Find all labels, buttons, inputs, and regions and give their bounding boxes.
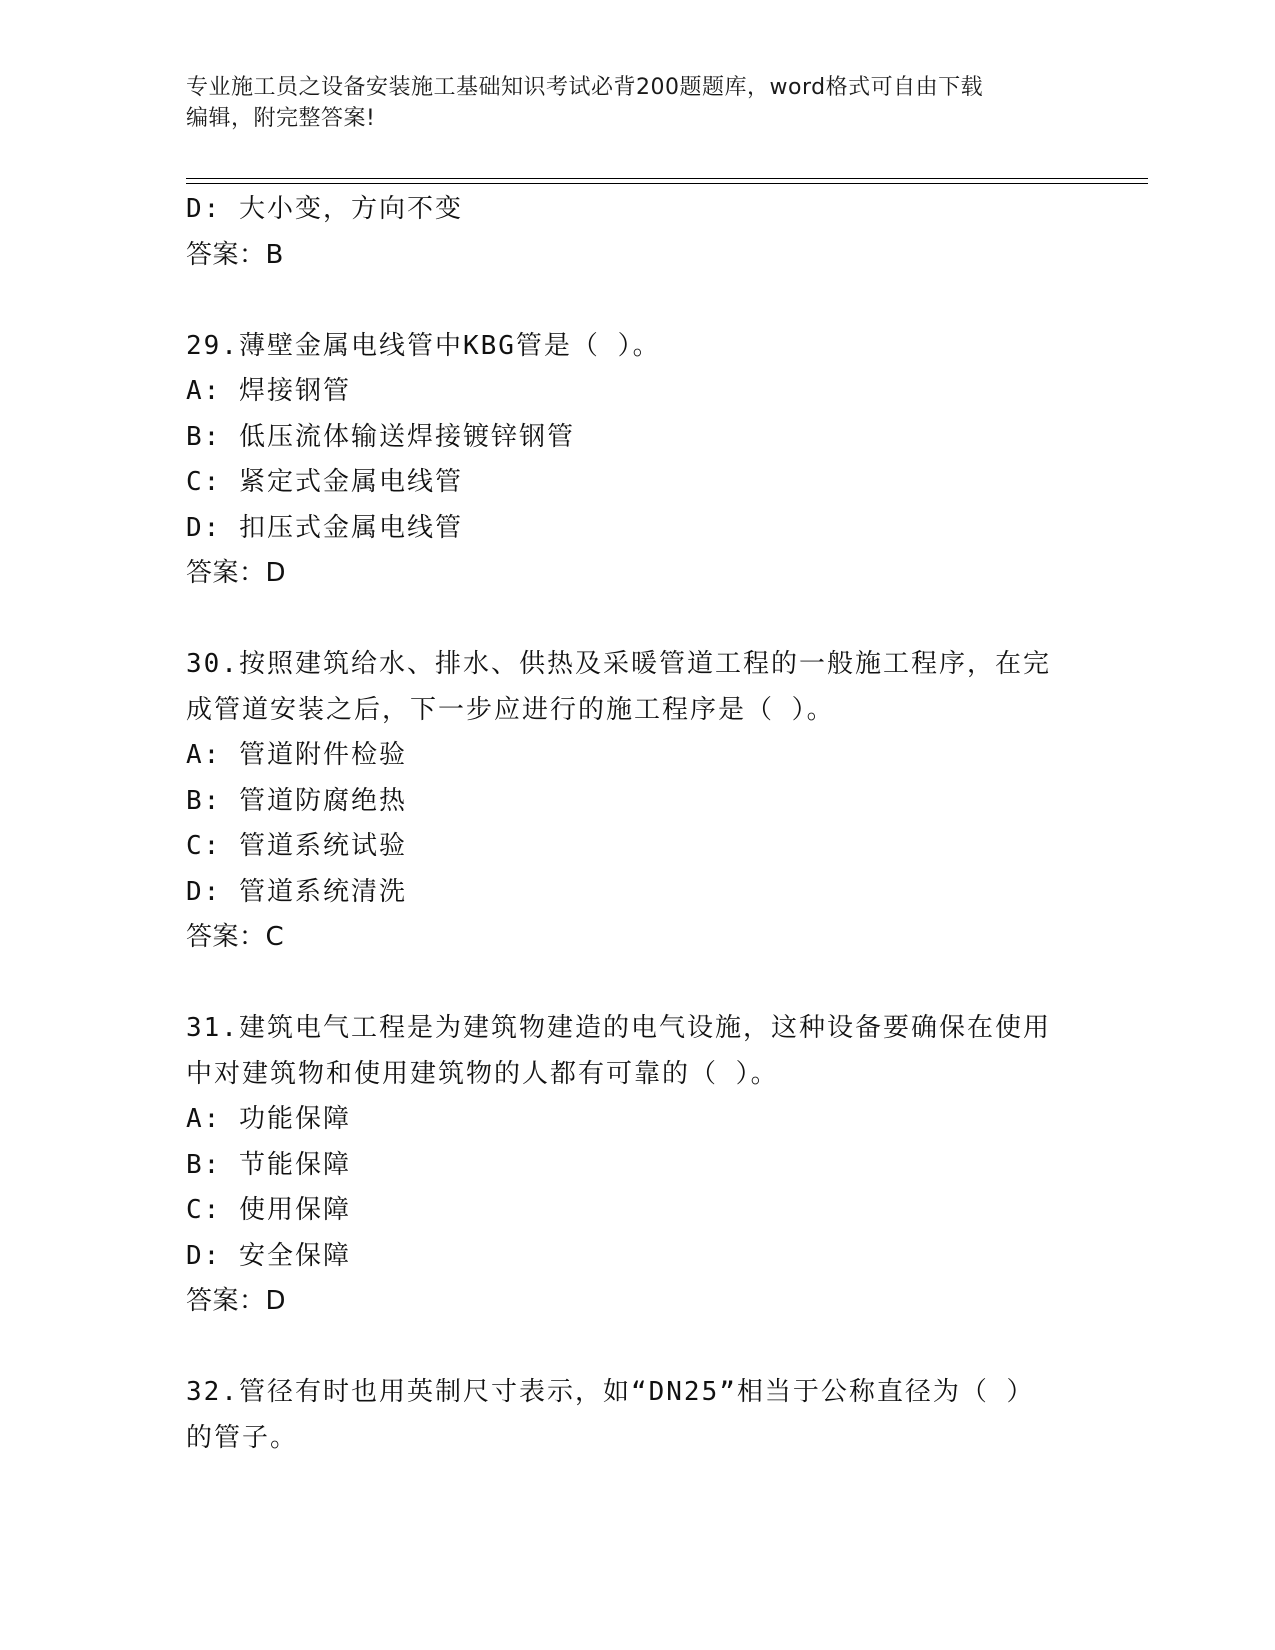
question-stem: 29.薄壁金属电线管中KBG管是（ ）。 [186, 330, 661, 361]
option-b: B: 节能保障 [186, 1149, 351, 1180]
question-stem-continued: 的管子。 [186, 1422, 299, 1453]
question-30 [186, 642, 1086, 961]
header-line-1: 专业施工员之设备安装施工基础知识考试必背200题题库，word格式可自由下载 [186, 75, 984, 100]
option-b: B: 低压流体输送焊接镀锌钢管 [186, 421, 575, 452]
option-a: A: 管道附件检验 [186, 740, 407, 770]
question-stem: 31.建筑电气工程是为建筑物建造的电气设施，这种设备要确保在使用 [186, 1013, 1051, 1043]
option-a: A: 功能保障 [186, 1104, 351, 1134]
question-29 [186, 324, 1086, 597]
header-divider-top [186, 178, 1148, 179]
option-c: C: 使用保障 [186, 1195, 351, 1225]
document-header [186, 72, 1066, 134]
question-stem: 32.管径有时也用英制尺寸表示，如“DN25”相当于公称直径为（ ） [186, 1377, 1035, 1407]
question-list [186, 187, 1086, 1461]
question-stem-continued: 成管道安装之后，下一步应进行的施工程序是（ ）。 [186, 694, 835, 725]
option-b: B: 管道防腐绝热 [186, 785, 407, 816]
header-divider-bottom [186, 183, 1148, 184]
option-a: A: 焊接钢管 [186, 376, 351, 406]
answer: 答案：B [186, 239, 284, 270]
option-d: D: 扣压式金属电线管 [186, 512, 463, 543]
header-line-2: 编辑，附完整答案! [186, 106, 376, 131]
option-d: D: 安全保障 [186, 1240, 351, 1271]
option-d: D: 大小变，方向不变 [186, 194, 463, 224]
question-32 [186, 1370, 1086, 1461]
answer: 答案：C [186, 922, 285, 952]
answer: 答案：D [186, 1286, 287, 1316]
answer: 答案：D [186, 558, 287, 588]
question-28-tail [186, 187, 1086, 278]
question-stem: 30.按照建筑给水、排水、供热及采暖管道工程的一般施工程序，在完 [186, 649, 1051, 679]
question-31 [186, 1006, 1086, 1325]
option-d: D: 管道系统清洗 [186, 876, 407, 907]
option-c: C: 管道系统试验 [186, 831, 407, 861]
question-stem-continued: 中对建筑物和使用建筑物的人都有可靠的（ ）。 [186, 1058, 779, 1089]
option-c: C: 紧定式金属电线管 [186, 467, 463, 497]
